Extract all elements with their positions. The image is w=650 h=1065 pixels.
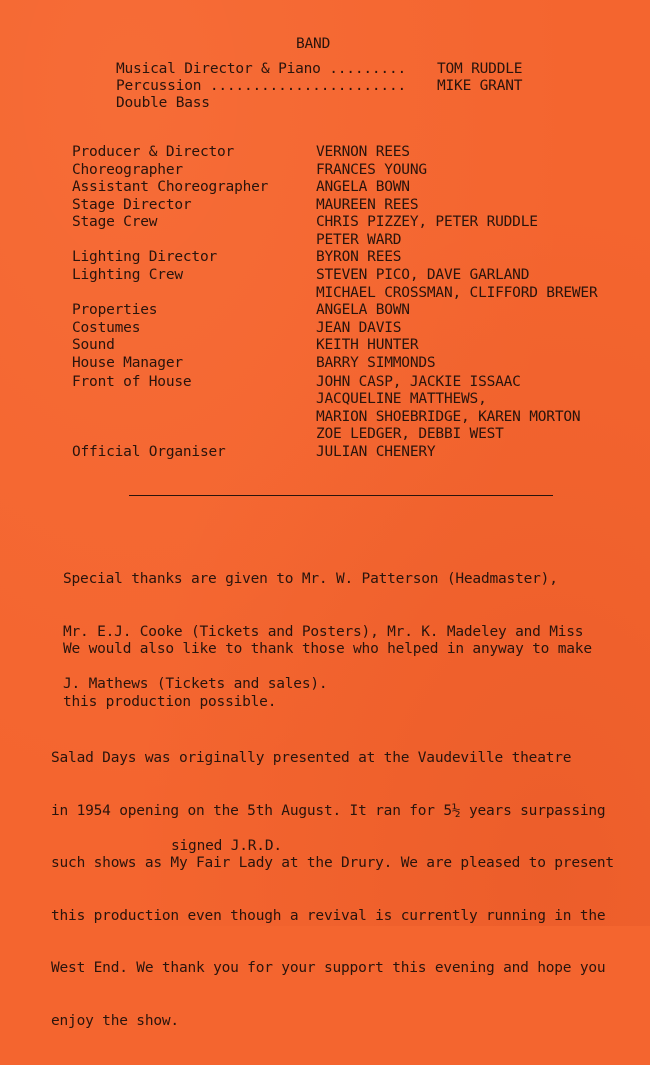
- crew-role: Producer & Director: [72, 144, 235, 160]
- crew-role: Assistant Choreographer: [72, 179, 269, 195]
- crew-name: MAUREEN REES: [316, 197, 419, 213]
- crew-role: Front of House: [72, 374, 192, 390]
- crew-name: BARRY SIMMONDS: [316, 355, 436, 371]
- band-member: TOM RUDDLE: [437, 61, 523, 77]
- crew-role: Stage Director: [72, 197, 192, 213]
- also-thanks-line: We would also like to thank those who helped in anyway to make: [63, 641, 592, 657]
- band-role: Musical Director & Piano .........: [116, 61, 407, 77]
- crew-name: JULIAN CHENERY: [316, 444, 436, 460]
- crew-name: STEVEN PICO, DAVE GARLAND: [316, 267, 530, 283]
- history-paragraph: [51, 715, 614, 1065]
- crew-role: Properties: [72, 302, 158, 318]
- crew-role: Costumes: [72, 320, 141, 336]
- history-line: such shows as My Fair Lady at the Drury. We are pleased to present: [51, 855, 614, 871]
- history-line: in 1954 opening on the 5th August. It ran for 5½ years surpassing: [51, 802, 606, 819]
- crew-name: VERNON REES: [316, 144, 410, 160]
- thanks-line: J. Mathews (Tickets and sales).: [63, 676, 328, 692]
- crew-name: CHRIS PIZZEY, PETER RUDDLE: [316, 214, 538, 230]
- crew-role: Choreographer: [72, 162, 183, 178]
- crew-role: Official Organiser: [72, 444, 226, 460]
- crew-name: ANGELA BOWN: [316, 302, 410, 318]
- crew-name: MARION SHOEBRIDGE, KAREN MORTON: [316, 409, 581, 425]
- crew-role: Lighting Director: [72, 249, 218, 265]
- thanks-line: Mr. E.J. Cooke (Tickets and Posters), Mr. K. Madeley and Miss: [63, 623, 584, 640]
- thanks-line: Special thanks are given to Mr. W. Patterson (Headmaster),: [63, 571, 558, 587]
- crew-name: MICHAEL CROSSMAN, CLIFFORD BREWER: [316, 285, 598, 301]
- crew-name: JACQUELINE MATTHEWS,: [316, 391, 487, 407]
- crew-role: Lighting Crew: [72, 267, 183, 283]
- band-member: MIKE GRANT: [437, 78, 523, 94]
- history-line: West End. We thank you for your support this evening and hope you: [51, 960, 606, 976]
- crew-name: BYRON REES: [316, 249, 402, 265]
- crew-name: JEAN DAVIS: [316, 320, 402, 336]
- crew-name: ANGELA BOWN: [316, 179, 410, 195]
- history-line: enjoy the show.: [51, 1012, 179, 1029]
- history-line: this production even though a revival is currently running in the: [51, 907, 606, 924]
- crew-name: JOHN CASP, JACKIE ISSAAC: [316, 374, 521, 390]
- signature-line: signed J.R.D.: [171, 838, 282, 854]
- band-role: Percussion .......................: [116, 78, 407, 94]
- also-thanks-line: this production possible.: [63, 693, 277, 710]
- history-line: Salad Days was originally presented at the Vaudeville theatre: [51, 750, 572, 766]
- crew-name: PETER WARD: [316, 232, 402, 248]
- crew-role: House Manager: [72, 355, 183, 371]
- band-heading: BAND: [296, 36, 331, 52]
- crew-role: Sound: [72, 337, 115, 353]
- crew-name: KEITH HUNTER: [316, 337, 419, 353]
- crew-name: ZOE LEDGER, DEBBI WEST: [316, 426, 504, 442]
- divider-rule: [129, 495, 553, 496]
- crew-role: Stage Crew: [72, 214, 158, 230]
- crew-name: FRANCES YOUNG: [316, 162, 427, 178]
- band-role: Double Bass: [116, 95, 210, 111]
